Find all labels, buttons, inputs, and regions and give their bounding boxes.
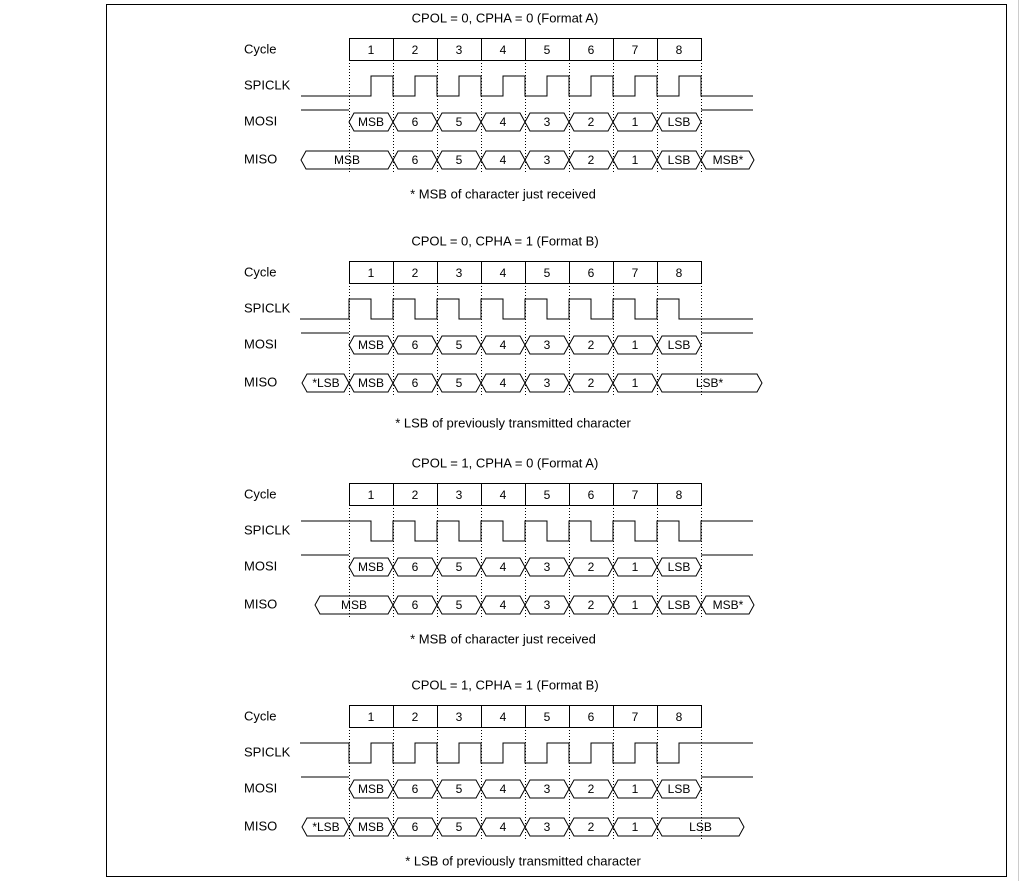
- panel-title: CPOL = 1, CPHA = 1 (Format B): [411, 677, 599, 693]
- mosi-bit-label: 1: [631, 115, 639, 130]
- miso-post-label: MSB*: [712, 598, 744, 613]
- panel-title: CPOL = 0, CPHA = 0 (Format A): [411, 10, 599, 26]
- miso-bit-label: 5: [455, 820, 463, 835]
- cycle-number: 6: [587, 710, 595, 725]
- mosi-bit-label: 4: [499, 115, 507, 130]
- miso-bit-label: 4: [499, 598, 507, 613]
- cycle-label: Cycle: [244, 41, 277, 57]
- cycle-number: 3: [455, 43, 463, 58]
- cycle-number: 5: [543, 488, 551, 503]
- diagram-frame: [107, 5, 1007, 877]
- mosi-bit-label: 6: [411, 338, 419, 353]
- mosi-bit-label: MSB: [357, 338, 385, 353]
- miso-bit-label: 6: [411, 598, 419, 613]
- cycle-number: 8: [675, 43, 683, 58]
- miso-bit-label: 3: [543, 820, 551, 835]
- cycle-number: 1: [367, 710, 375, 725]
- spiclk-label: SPICLK: [244, 77, 291, 93]
- mosi-bit-label: 4: [499, 560, 507, 575]
- mosi-bit-label: 4: [499, 782, 507, 797]
- panel-footnote: * LSB of previously transmitted character: [395, 415, 631, 431]
- mosi-label: MOSI: [244, 558, 278, 574]
- cycle-number: 3: [455, 266, 463, 281]
- miso-bit-label: 4: [499, 376, 507, 391]
- cycle-number: 5: [543, 43, 551, 58]
- mosi-bit-label: 2: [587, 338, 595, 353]
- miso-bit-label: MSB: [357, 820, 385, 835]
- cycle-number: 2: [411, 266, 419, 281]
- timing-panel-1: [244, 10, 754, 201]
- cycle-number: 7: [631, 43, 639, 58]
- miso-bit-label: 5: [455, 153, 463, 168]
- miso-bit-label: MSB: [357, 376, 385, 391]
- mosi-label: MOSI: [244, 336, 278, 352]
- miso-pre-label: *LSB: [312, 376, 340, 391]
- mosi-bit-label: 5: [455, 115, 463, 130]
- spiclk-label: SPICLK: [244, 522, 291, 538]
- mosi-bit-label: LSB: [667, 338, 691, 353]
- miso-bit-label: 5: [455, 598, 463, 613]
- miso-label: MISO: [244, 818, 278, 834]
- mosi-bit-label: 2: [587, 560, 595, 575]
- mosi-bit-label: 3: [543, 560, 551, 575]
- mosi-bit-label: MSB: [357, 115, 385, 130]
- cycle-number: 7: [631, 710, 639, 725]
- mosi-bit-label: LSB: [667, 782, 691, 797]
- cycle-label: Cycle: [244, 708, 277, 724]
- cycle-number: 5: [543, 710, 551, 725]
- cycle-number: 1: [367, 266, 375, 281]
- panel-footnote: * MSB of character just received: [410, 186, 596, 202]
- miso-bit-label: 4: [499, 153, 507, 168]
- mosi-bit-label: 3: [543, 115, 551, 130]
- miso-bit-label: 1: [631, 376, 639, 391]
- mosi-bit-label: 1: [631, 782, 639, 797]
- miso-label: MISO: [244, 596, 278, 612]
- miso-bit-label: LSB: [667, 598, 691, 613]
- cycle-number: 8: [675, 488, 683, 503]
- miso-pre-label: *LSB: [312, 820, 340, 835]
- mosi-bit-label: 6: [411, 115, 419, 130]
- panel-footnote: * LSB of previously transmitted character: [405, 853, 641, 869]
- mosi-bit-label: 3: [543, 338, 551, 353]
- mosi-label: MOSI: [244, 113, 278, 129]
- mosi-bit-label: LSB: [667, 115, 691, 130]
- cycle-number: 6: [587, 488, 595, 503]
- cycle-number: 5: [543, 266, 551, 281]
- cycle-number: 4: [499, 266, 507, 281]
- panel-title: CPOL = 0, CPHA = 1 (Format B): [411, 233, 599, 249]
- mosi-bit-label: 4: [499, 338, 507, 353]
- mosi-bit-label: 5: [455, 338, 463, 353]
- miso-label: MISO: [244, 151, 278, 167]
- cycle-number: 2: [411, 710, 419, 725]
- mosi-bit-label: 1: [631, 560, 639, 575]
- mosi-bit-label: 6: [411, 560, 419, 575]
- mosi-label: MOSI: [244, 780, 278, 796]
- spiclk-waveform: [300, 743, 753, 763]
- miso-bit-label: 2: [587, 820, 595, 835]
- cycle-number: 2: [411, 43, 419, 58]
- cycle-number: 6: [587, 266, 595, 281]
- miso-bit-label: 1: [631, 153, 639, 168]
- mosi-bit-label: MSB: [357, 782, 385, 797]
- cycle-number: 4: [499, 488, 507, 503]
- timing-panel-2: [244, 233, 762, 430]
- mosi-bit-label: 3: [543, 782, 551, 797]
- cycle-number: 8: [675, 710, 683, 725]
- miso-post-label: MSB*: [712, 153, 744, 168]
- panel-footnote: * MSB of character just received: [410, 631, 596, 647]
- mosi-bit-label: 6: [411, 782, 419, 797]
- cycle-number: 7: [631, 488, 639, 503]
- timing-panel-4: [244, 677, 753, 868]
- miso-pre-label: MSB: [333, 153, 361, 168]
- miso-bit-label: 4: [499, 820, 507, 835]
- miso-bit-label: 2: [587, 153, 595, 168]
- panel-title: CPOL = 1, CPHA = 0 (Format A): [411, 455, 599, 471]
- miso-pre-label: MSB: [340, 598, 368, 613]
- mosi-bit-label: 5: [455, 560, 463, 575]
- miso-label: MISO: [244, 374, 278, 390]
- miso-bit-label: 6: [411, 153, 419, 168]
- spiclk-label: SPICLK: [244, 744, 291, 760]
- miso-bit-label: 6: [411, 820, 419, 835]
- mosi-bit-label: 1: [631, 338, 639, 353]
- cycle-number: 4: [499, 710, 507, 725]
- miso-bit-label: 1: [631, 820, 639, 835]
- mosi-bit-label: 2: [587, 115, 595, 130]
- miso-post-label: LSB: [689, 820, 712, 835]
- cycle-number: 7: [631, 266, 639, 281]
- cycle-number: 3: [455, 710, 463, 725]
- cycle-number: 3: [455, 488, 463, 503]
- cycle-number: 8: [675, 266, 683, 281]
- miso-bit-label: 3: [543, 376, 551, 391]
- mosi-bit-label: 5: [455, 782, 463, 797]
- cycle-label: Cycle: [244, 264, 277, 280]
- miso-bit-label: 1: [631, 598, 639, 613]
- mosi-bit-label: MSB: [357, 560, 385, 575]
- cycle-number: 4: [499, 43, 507, 58]
- miso-bit-label: 6: [411, 376, 419, 391]
- miso-bit-label: 3: [543, 598, 551, 613]
- mosi-bit-label: 2: [587, 782, 595, 797]
- miso-bit-label: 5: [455, 376, 463, 391]
- mosi-bit-label: LSB: [667, 560, 691, 575]
- miso-bit-label: LSB: [667, 153, 691, 168]
- cycle-number: 6: [587, 43, 595, 58]
- cycle-number: 2: [411, 488, 419, 503]
- miso-post-label: LSB*: [695, 376, 724, 391]
- cycle-label: Cycle: [244, 486, 277, 502]
- cycle-number: 1: [367, 488, 375, 503]
- miso-bit-label: 2: [587, 598, 595, 613]
- miso-bit-label: 3: [543, 153, 551, 168]
- timing-panel-3: [244, 455, 754, 646]
- spiclk-label: SPICLK: [244, 300, 291, 316]
- spiclk-waveform: [301, 76, 753, 96]
- spiclk-waveform: [301, 521, 753, 541]
- spiclk-waveform: [300, 299, 753, 319]
- cycle-number: 1: [367, 43, 375, 58]
- miso-bit-label: 2: [587, 376, 595, 391]
